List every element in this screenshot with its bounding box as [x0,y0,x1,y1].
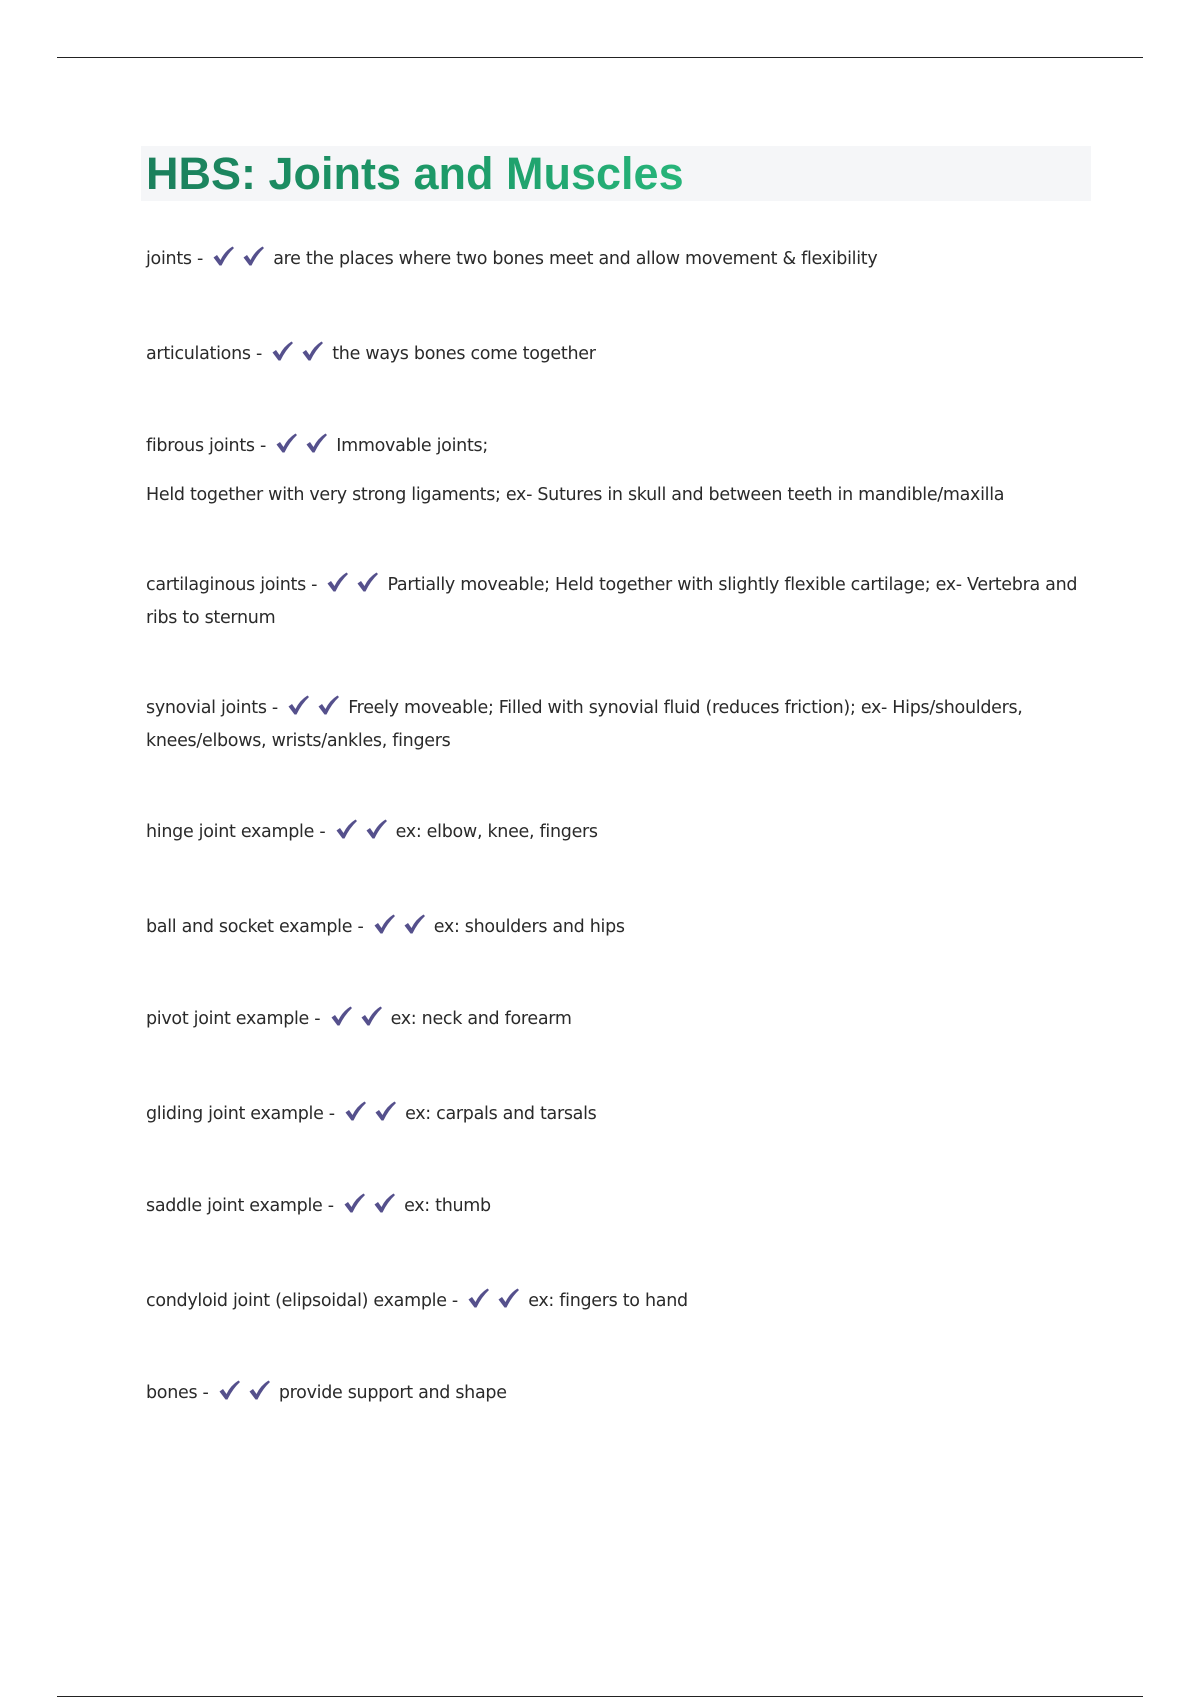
entry-term: synovial joints [146,698,267,718]
list-item: articulations - the ways bones come together [146,339,1092,372]
entry-term: ball and socket example [146,917,353,937]
page-title: HBS: Joints and Muscles [146,148,684,199]
list-item: pivot joint example - ex: neck and forearm [146,1004,1092,1037]
double-check-icon [325,571,385,603]
double-check-icon [342,1192,402,1224]
check-icon [217,1379,241,1401]
check-icon [316,694,340,716]
double-check-icon [286,694,346,726]
entry-term: fibrous joints [146,436,255,456]
check-icon [402,913,426,935]
entry-term: saddle joint example [146,1196,323,1216]
entry-term: pivot joint example [146,1009,310,1029]
double-check-icon [329,1005,389,1037]
check-icon [300,340,324,362]
check-icon [364,818,388,840]
list-item: cartilaginous joints - Partially moveable; Held together with slightly flexible cartilage; ex- Vertebra and ribs to sternum [146,570,1092,633]
double-check-icon [211,245,271,277]
entry-definition: ex: fingers to hand [528,1291,688,1311]
check-icon [496,1287,520,1309]
entry-definition: Freely moveable; Filled with synovial fluid (reduces friction); ex- Hips/shoulders, knees/elbows, wrists/ankles, fingers [146,698,1023,751]
list-item: fibrous joints - Immovable joints; Held together with very strong ligaments; ex- Sutures in skull and between teeth in mandible/maxilla [146,431,1092,510]
entry-definition: ex: shoulders and hips [433,917,625,937]
double-check-icon [270,340,330,372]
list-item: synovial joints - Freely moveable; Filled with synovial fluid (reduces friction); ex- Hips/shoulders, knees/elbows, wrists/ankles, fingers [146,693,1092,756]
check-icon [334,818,358,840]
check-icon [286,694,310,716]
double-check-icon [372,913,432,945]
entry-term: condyloid joint (elipsoidal) example [146,1291,447,1311]
check-icon [270,340,294,362]
check-icon [325,571,349,593]
list-item: gliding joint example - ex: carpals and tarsals [146,1099,1092,1132]
check-icon [359,1005,383,1027]
entry-definition: provide support and shape [278,1383,507,1403]
entry-definition: the ways bones come together [332,344,596,364]
double-check-icon [466,1287,526,1319]
list-item: bones - provide support and shape [146,1378,1092,1411]
list-item: hinge joint example - ex: elbow, knee, fingers [146,817,1092,850]
check-icon [329,1005,353,1027]
double-check-icon [217,1379,277,1411]
check-icon [372,1192,396,1214]
check-icon [274,432,298,454]
check-icon [373,1100,397,1122]
check-icon [355,571,379,593]
check-icon [304,432,328,454]
entry-term: cartilaginous joints [146,575,306,595]
check-icon [211,245,235,267]
double-check-icon [343,1100,403,1132]
entry-definition: ex: carpals and tarsals [405,1104,597,1124]
entry-term: bones [146,1383,198,1403]
entry-definition: Partially moveable; Held together with slightly flexible cartilage; ex- Vertebra and ribs to sternum [146,575,1078,628]
entry-definition: ex: neck and forearm [390,1009,572,1029]
entry-continuation: Held together with very strong ligaments; ex- Sutures in skull and between teeth in mandible/maxilla [146,485,1005,505]
check-icon [466,1287,490,1309]
double-check-icon [334,818,394,850]
entry-term: hinge joint example [146,822,315,842]
bottom-divider [57,1696,1143,1697]
entry-term: gliding joint example [146,1104,324,1124]
top-divider [57,57,1143,58]
check-icon [372,913,396,935]
list-item: ball and socket example - ex: shoulders and hips [146,912,1092,945]
check-icon [241,245,265,267]
check-icon [342,1192,366,1214]
entry-definition: are the places where two bones meet and allow movement & flexibility [273,249,878,269]
double-check-icon [274,432,334,464]
list-item: saddle joint example - ex: thumb [146,1191,1092,1224]
entry-definition: ex: elbow, knee, fingers [395,822,598,842]
entry-term: joints [146,249,192,269]
entry-definition: ex: thumb [404,1196,491,1216]
entry-definition: Immovable joints; [336,436,488,456]
entry-term: articulations [146,344,251,364]
list-item: condyloid joint (elipsoidal) example - ex: fingers to hand [146,1286,1092,1319]
check-icon [247,1379,271,1401]
check-icon [343,1100,367,1122]
list-item: joints - are the places where two bones meet and allow movement & flexibility [146,244,1092,277]
